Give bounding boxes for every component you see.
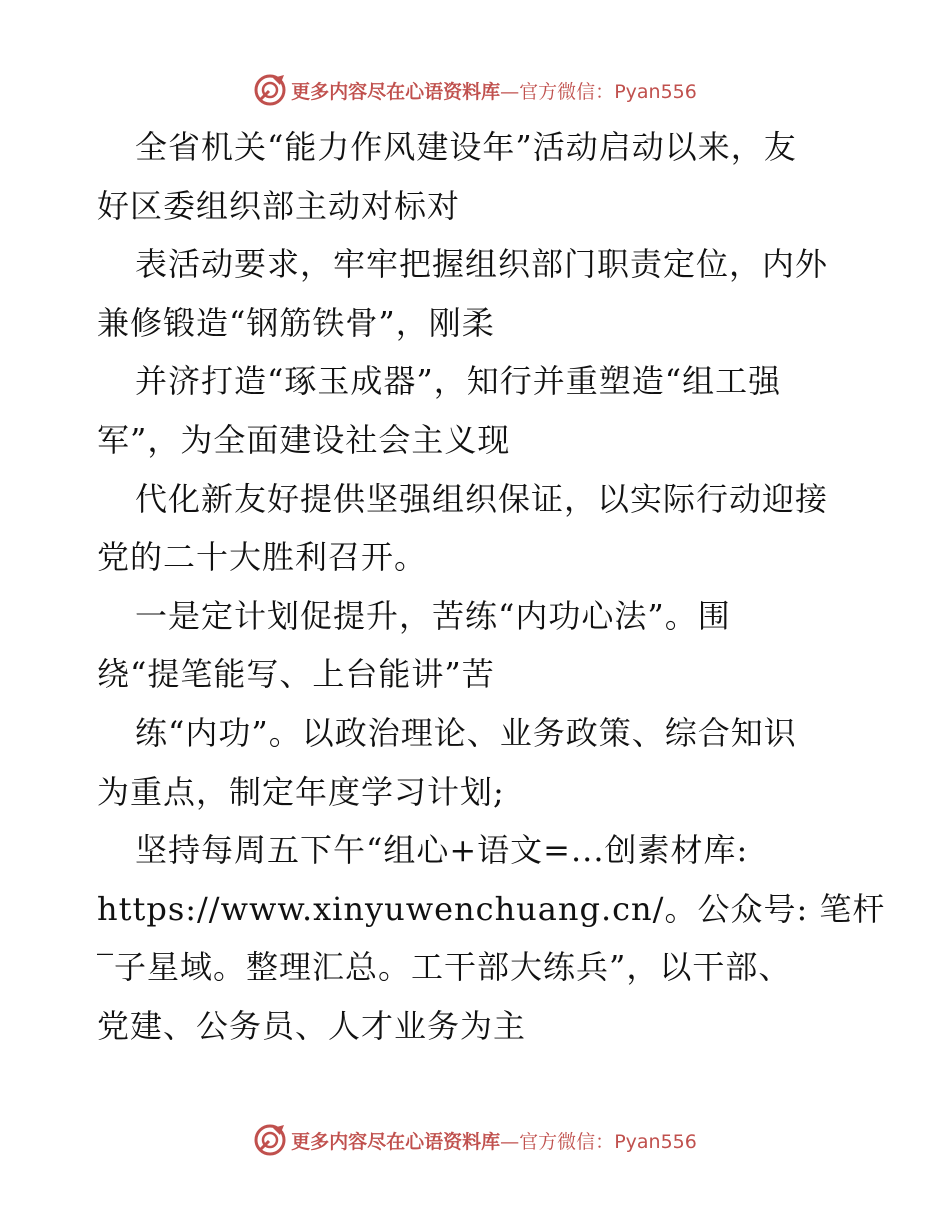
header-separator: —	[500, 80, 520, 103]
body-line: 表活动要求，牢牢把握组织部门职责定位，内外	[135, 245, 829, 284]
logo-icon	[253, 1123, 287, 1157]
header-wechat-label: 官方微信：	[519, 80, 615, 103]
document-body	[97, 118, 886, 1056]
footer-account: Pyan556	[614, 1130, 697, 1153]
body-line: 全省机关“能力作风建设年”活动启动以来，友	[135, 128, 797, 166]
logo-icon	[253, 73, 287, 107]
body-line: 兼修锻造“钢筋铁骨”，刚柔	[97, 303, 495, 342]
body-line: 党建、公务员、人才业务为主	[97, 1006, 527, 1045]
body-line: 为重点，制定年度学习计划;	[97, 772, 505, 811]
footer-site-text: 更多内容尽在心语资料库	[291, 1130, 501, 1153]
header-account: Pyan556	[614, 80, 697, 103]
footer-banner	[0, 1120, 950, 1160]
body-line: 练“内功”。以政治理论、业务政策、综合知识	[135, 713, 797, 752]
header-banner	[0, 70, 950, 110]
header-site-text: 更多内容尽在心语资料库	[291, 80, 501, 103]
body-line: 党的二十大胜利召开。	[97, 538, 428, 577]
footer-separator: —	[500, 1130, 520, 1153]
body-line: 绕“提笔能写、上台能讲”苦	[97, 655, 495, 694]
body-line: 坚持每周五下午“组心+语文=...创素材库:	[135, 831, 749, 870]
body-line: 好区委组织部主动对标对	[97, 186, 461, 225]
footer-wechat-label: 官方微信：	[519, 1130, 615, 1153]
body-line: 一是定计划促提升，苦练“内功心法”。围	[135, 596, 731, 635]
body-line: ‾子星域。整理汇总。工干部大练兵”，以干部、	[97, 948, 792, 987]
body-line: 代化新友好提供坚强组织保证，以实际行动迎接	[135, 479, 829, 518]
body-line: 军”，为全面建设社会主义现	[97, 420, 511, 459]
body-line: https://www.xinyuwenchuang.cn/。公众号: 笔杆	[97, 889, 886, 928]
body-line: 并济打造“琢玉成器”，知行并重塑造“组工强	[135, 362, 782, 401]
